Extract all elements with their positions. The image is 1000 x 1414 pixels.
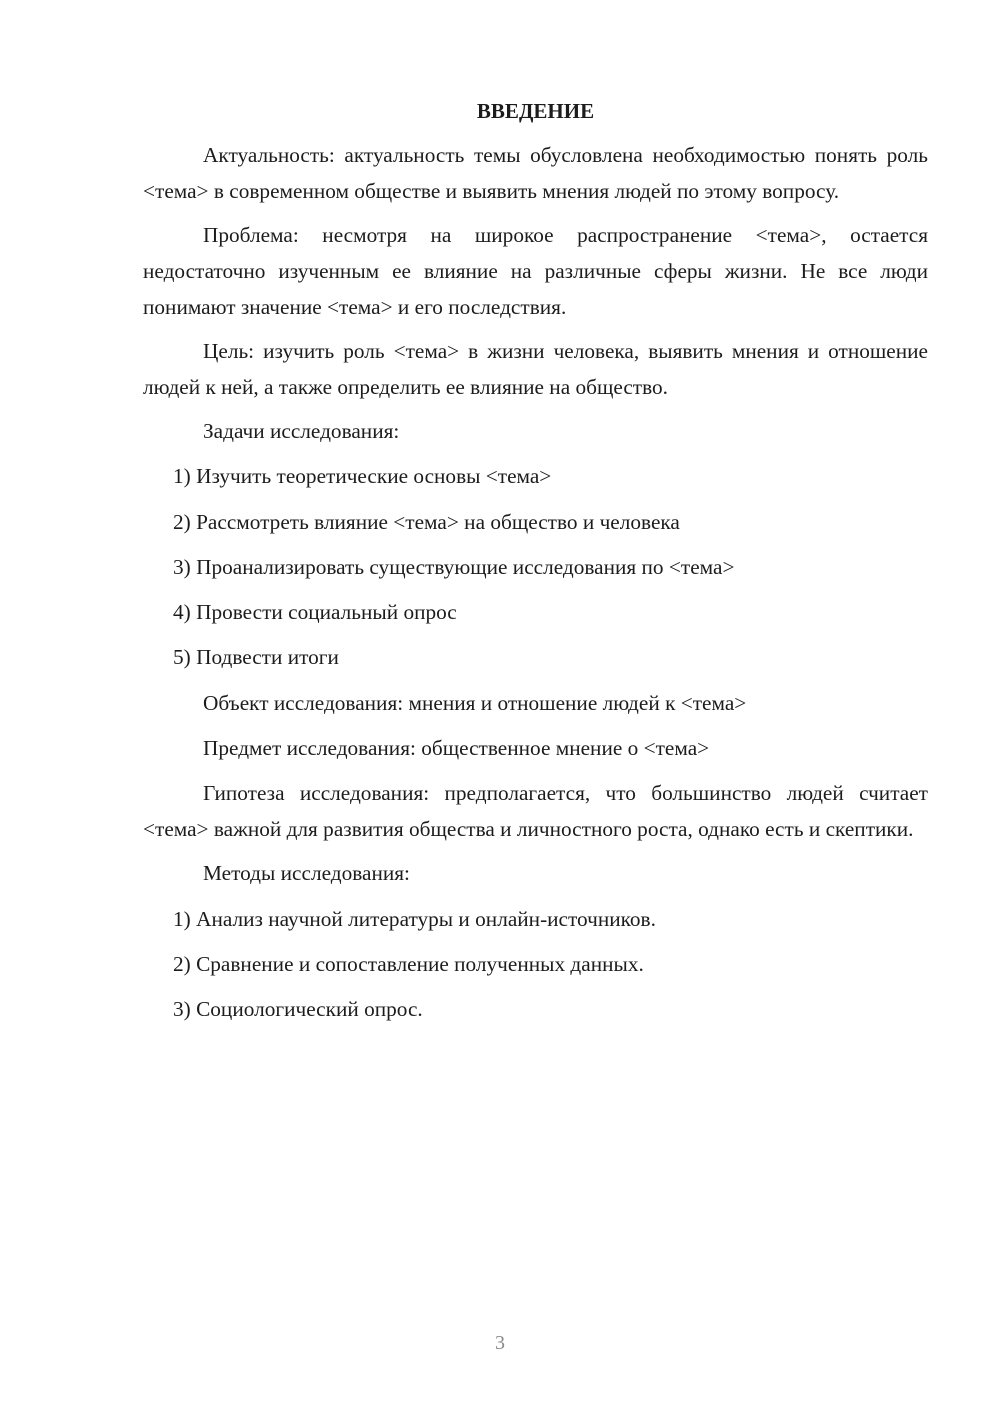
list-item: 5) Подвести итоги [173,645,339,670]
page-number: 3 [495,1332,505,1354]
goal-paragraph: Цель: изучить роль <тема> в жизни человека, выявить мнения и отношение людей к ней, а также определить ее влияние на общество. [143,339,928,399]
page-title: ВВЕДЕНИЕ [476,99,595,123]
hypothesis-paragraph: Гипотеза исследования: предполагается, что большинство людей считает <тема> важной для развития общества и личностного роста, однако есть и скептики. [143,781,928,842]
list-item: 2) Сравнение и сопоставление полученных данных. [173,951,644,976]
methods-list [143,901,928,1028]
tasks-list [143,458,928,675]
list-item: 3) Проанализировать существующие исследования по <тема> [173,554,735,579]
tasks-heading: Задачи исследования: [203,419,400,443]
list-item: 2) Рассмотреть влияние <тема> на общество и человека [173,509,680,534]
list-item: 4) Провести социальный опрос [173,600,457,625]
relevance-paragraph: Актуальность: актуальность темы обусловлена необходимостью понять роль <тема> в современном обществе и выявить мнения людей по этому вопросу. [143,143,928,203]
list-item: 1) Анализ научной литературы и онлайн-источников. [173,906,656,931]
list-item: 1) Изучить теоретические основы <тема> [173,464,552,489]
methods-heading: Методы исследования: [203,861,410,886]
page-content [143,93,928,1037]
object-line: Объект исследования: мнения и отношение людей к <тема> [203,690,747,715]
subject-line: Предмет исследования: общественное мнение о <тема> [203,736,710,761]
problem-paragraph: Проблема: несмотря на широкое распространение <тема>, остается недостаточно изученным ее влияние на различные сферы жизни. Не все люди понимают значение <тема> и его последствия. [143,223,928,319]
list-item: 3) Социологический опрос. [173,997,423,1022]
